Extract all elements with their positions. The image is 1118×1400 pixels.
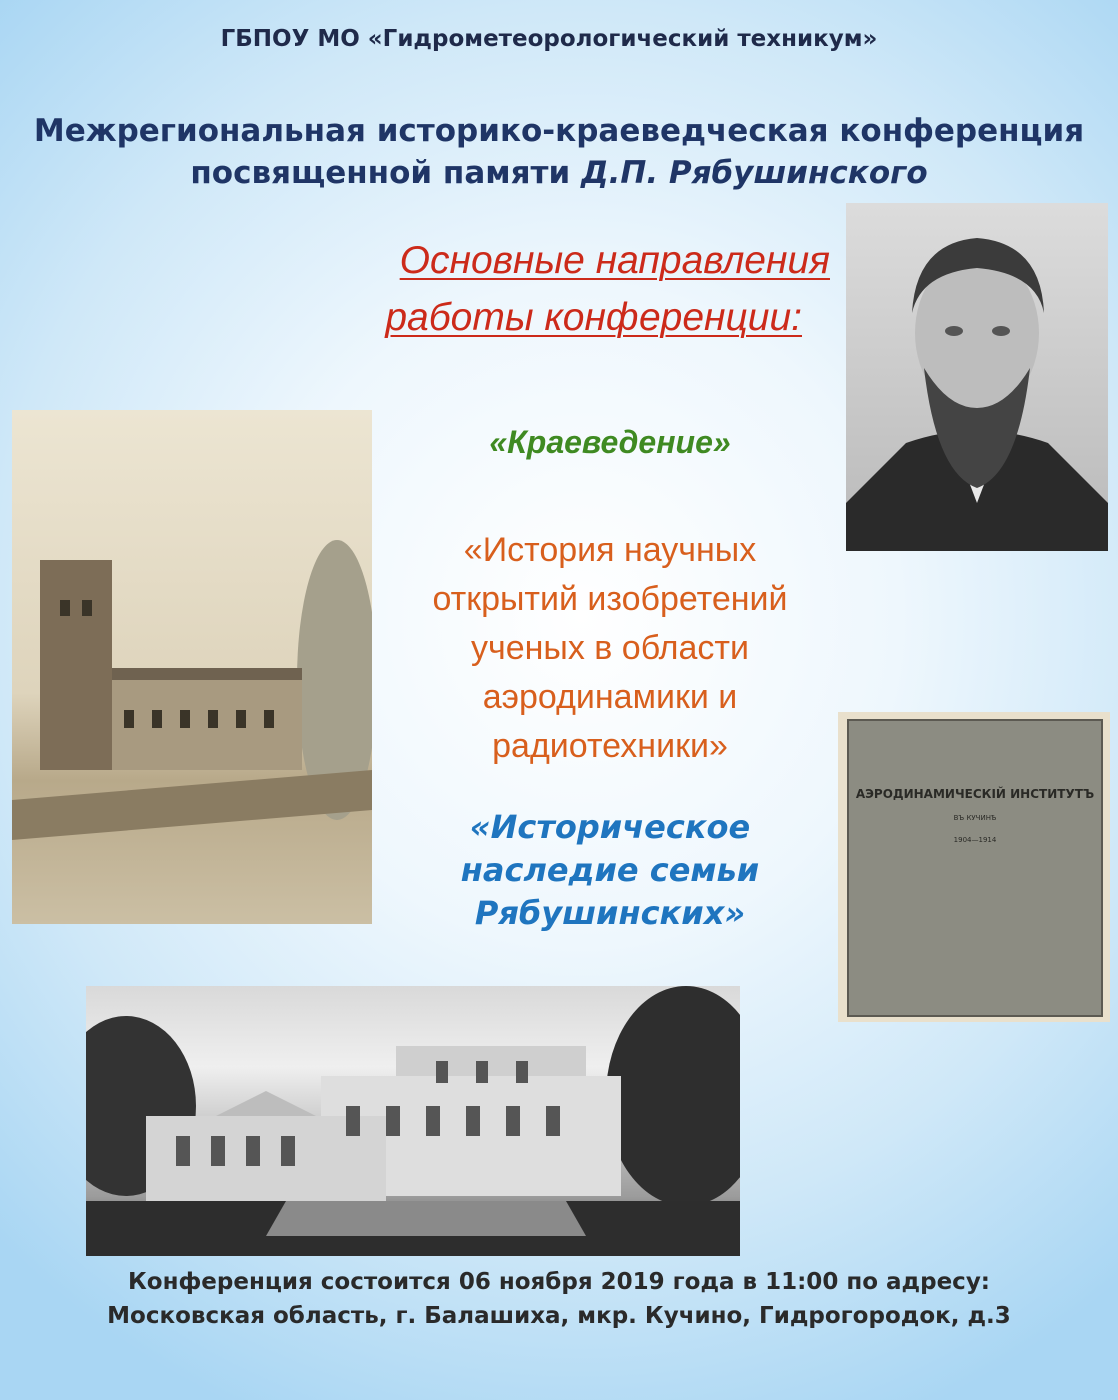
organization-title: ГБПОУ МО «Гидрометеорологический техникум» (220, 26, 878, 52)
direction-science-line: радиотехники» (492, 727, 728, 765)
booklet-subtitle: ВЪ КУЧИНѢ (953, 814, 997, 822)
direction-science-line: «История научных (463, 531, 757, 569)
portrait-photo (846, 203, 1108, 551)
direction-heritage-line: «Историческое (469, 808, 751, 846)
direction-heritage-line: наследие семьи (460, 851, 760, 889)
event-date-time: Конференция состоится 06 ноября 2019 года в 11:00 по адресу: (127, 1269, 991, 1295)
direction-science-line: ученых в области (471, 629, 749, 667)
direction-science-line: открытий изобретений (432, 580, 788, 618)
booklet-illustration (838, 712, 1110, 1022)
direction-local-history: «Краеведение» (489, 424, 731, 460)
direction-heritage-line: Рябушинских» (474, 894, 746, 932)
conference-title (10, 110, 1108, 194)
tower-estate-illustration (12, 410, 372, 924)
directions-heading (300, 232, 830, 346)
direction-science-history (380, 526, 840, 771)
portrait-illustration (846, 203, 1108, 551)
direction-science-line: аэродинамики и (482, 678, 738, 716)
mansion-illustration (86, 986, 740, 1256)
conference-title-line1: Межрегиональная историко-краеведческая конференция (33, 113, 1085, 149)
conference-honoree-name: Д.П. Рябушинского (580, 155, 928, 191)
event-details (0, 1265, 1118, 1333)
directions-heading-line1: Основные направления (399, 239, 830, 282)
conference-title-prefix: посвященной памяти (190, 155, 581, 191)
direction-family-heritage (400, 806, 820, 935)
booklet-years: 1904—1914 (953, 836, 997, 844)
directions-heading-line2: работы конференции: (385, 296, 802, 339)
aerodynamic-institute-booklet (838, 712, 1110, 1022)
conference-title-line2 (10, 152, 1108, 194)
booklet-title: АЭРОДИНАМИЧЕСКIЙ ИНСТИТУТЪ (855, 787, 1095, 801)
event-address: Московская область, г. Балашиха, мкр. Кучино, Гидрогородок, д.3 (107, 1303, 1011, 1329)
mansion-photo (86, 986, 740, 1256)
tower-estate-photo (12, 410, 372, 924)
